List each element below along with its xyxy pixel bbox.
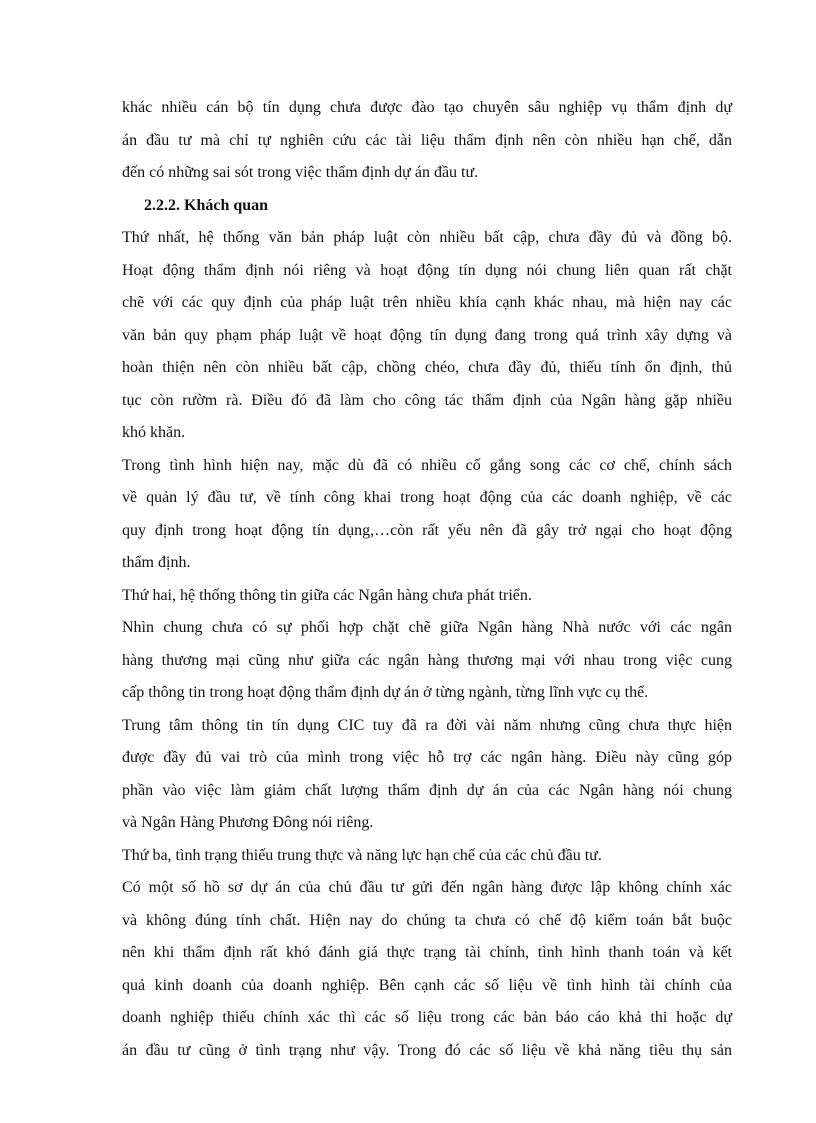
text-line: án đầu tư cũng ở tình trạng như vậy. Trong đó các số liệu về khả năng tiêu thụ sản	[122, 1041, 732, 1059]
text-line: cấp thông tin trong hoạt động thẩm định dự án ở từng ngành, từng lĩnh vực cụ thể.	[122, 684, 649, 701]
text-line: được đầy đủ vai trò của mình trong việc hỗ trợ các ngân hàng. Điều này cũng góp	[122, 749, 732, 766]
body-text	[122, 92, 732, 1067]
text-line: quy định trong hoạt động tín dụng,…còn rất yếu nên đã gây trở ngại cho hoạt động	[122, 521, 732, 539]
text-line: quả kinh doanh của doanh nghiệp. Bên cạnh các số liệu về tình hình tài chính của	[122, 976, 732, 994]
text-line: về quản lý đầu tư, về tính công khai trong hoạt động của các doanh nghiệp, về các	[122, 489, 732, 506]
text-line: và không đúng tính chất. Hiện nay do chúng ta chưa có chế độ kiểm toán bắt buộc	[122, 911, 732, 929]
text-line: thẩm định.	[122, 554, 191, 571]
text-line: và Ngân Hàng Phương Đông nói riêng.	[122, 814, 374, 831]
text-line: khó khăn.	[122, 424, 186, 441]
text-line: hoàn thiện nên còn nhiều bất cập, chồng chéo, chưa đầy đủ, thiếu tính ổn định, thủ	[122, 359, 732, 376]
text-line: Thứ hai, hệ thống thông tin giữa các Ngân hàng chưa phát triển.	[122, 586, 532, 604]
text-line: Có một số hồ sơ dự án của chủ đầu tư gửi đến ngân hàng được lập không chính xác	[122, 879, 732, 896]
section-heading: 2.2.2. Khách quan	[144, 196, 269, 214]
text-line: Hoạt động thẩm định nói riêng và hoạt động tín dụng nói chung liên quan rất chặt	[122, 261, 732, 279]
text-line: văn bản quy phạm pháp luật về hoạt động tín dụng đang trong quá trình xây dựng và	[122, 326, 732, 344]
text-line: Trong tình hình hiện nay, mặc dù đã có nhiều cố gắng song các cơ chế, chính sách	[122, 456, 732, 474]
text-line: hàng thương mại cũng như giữa các ngân hàng thương mại với nhau trong việc cung	[122, 651, 732, 669]
text-line: khác nhiều cán bộ tín dụng chưa được đào tạo chuyên sâu nghiệp vụ thẩm định dự	[122, 99, 732, 116]
text-line: tục còn rườm rà. Điều đó đã làm cho công tác thẩm định của Ngân hàng gặp nhiều	[122, 391, 732, 409]
text-line: phần vào việc làm giảm chất lượng thẩm định dự án của các Ngân hàng nói chung	[122, 781, 732, 799]
text-line: Nhìn chung chưa có sự phối hợp chặt chẽ giữa Ngân hàng Nhà nước với các ngân	[122, 619, 732, 636]
text-line: chẽ với các quy định của pháp luật trên nhiều khía cạnh khác nhau, mà hiện nay các	[122, 294, 732, 311]
text-line: đến có những sai sót trong việc thẩm định dự án đầu tư.	[122, 164, 479, 181]
text-line: Thứ ba, tình trạng thiếu trung thực và năng lực hạn chế của các chủ đầu tư.	[122, 846, 602, 864]
text-line: doanh nghiệp thiếu chính xác thì các số liệu trong các bản báo cáo khả thi hoặc dự	[122, 1009, 732, 1026]
text-line: án đầu tư mà chỉ tự nghiên cứu các tài liệu thẩm định nên còn nhiều hạn chế, dẫn	[122, 131, 732, 149]
text-line: Trung tâm thông tin tín dụng CIC tuy đã ra đời vài năm nhưng cũng chưa thực hiện	[122, 716, 732, 734]
text-line: nên khi thẩm định rất khó đánh giá thực trạng tài chính, tình hình thanh toán và kết	[122, 944, 732, 961]
text-line: Thứ nhất, hệ thống văn bản pháp luật còn nhiều bất cập, chưa đầy đủ và đồng bộ.	[122, 229, 732, 246]
